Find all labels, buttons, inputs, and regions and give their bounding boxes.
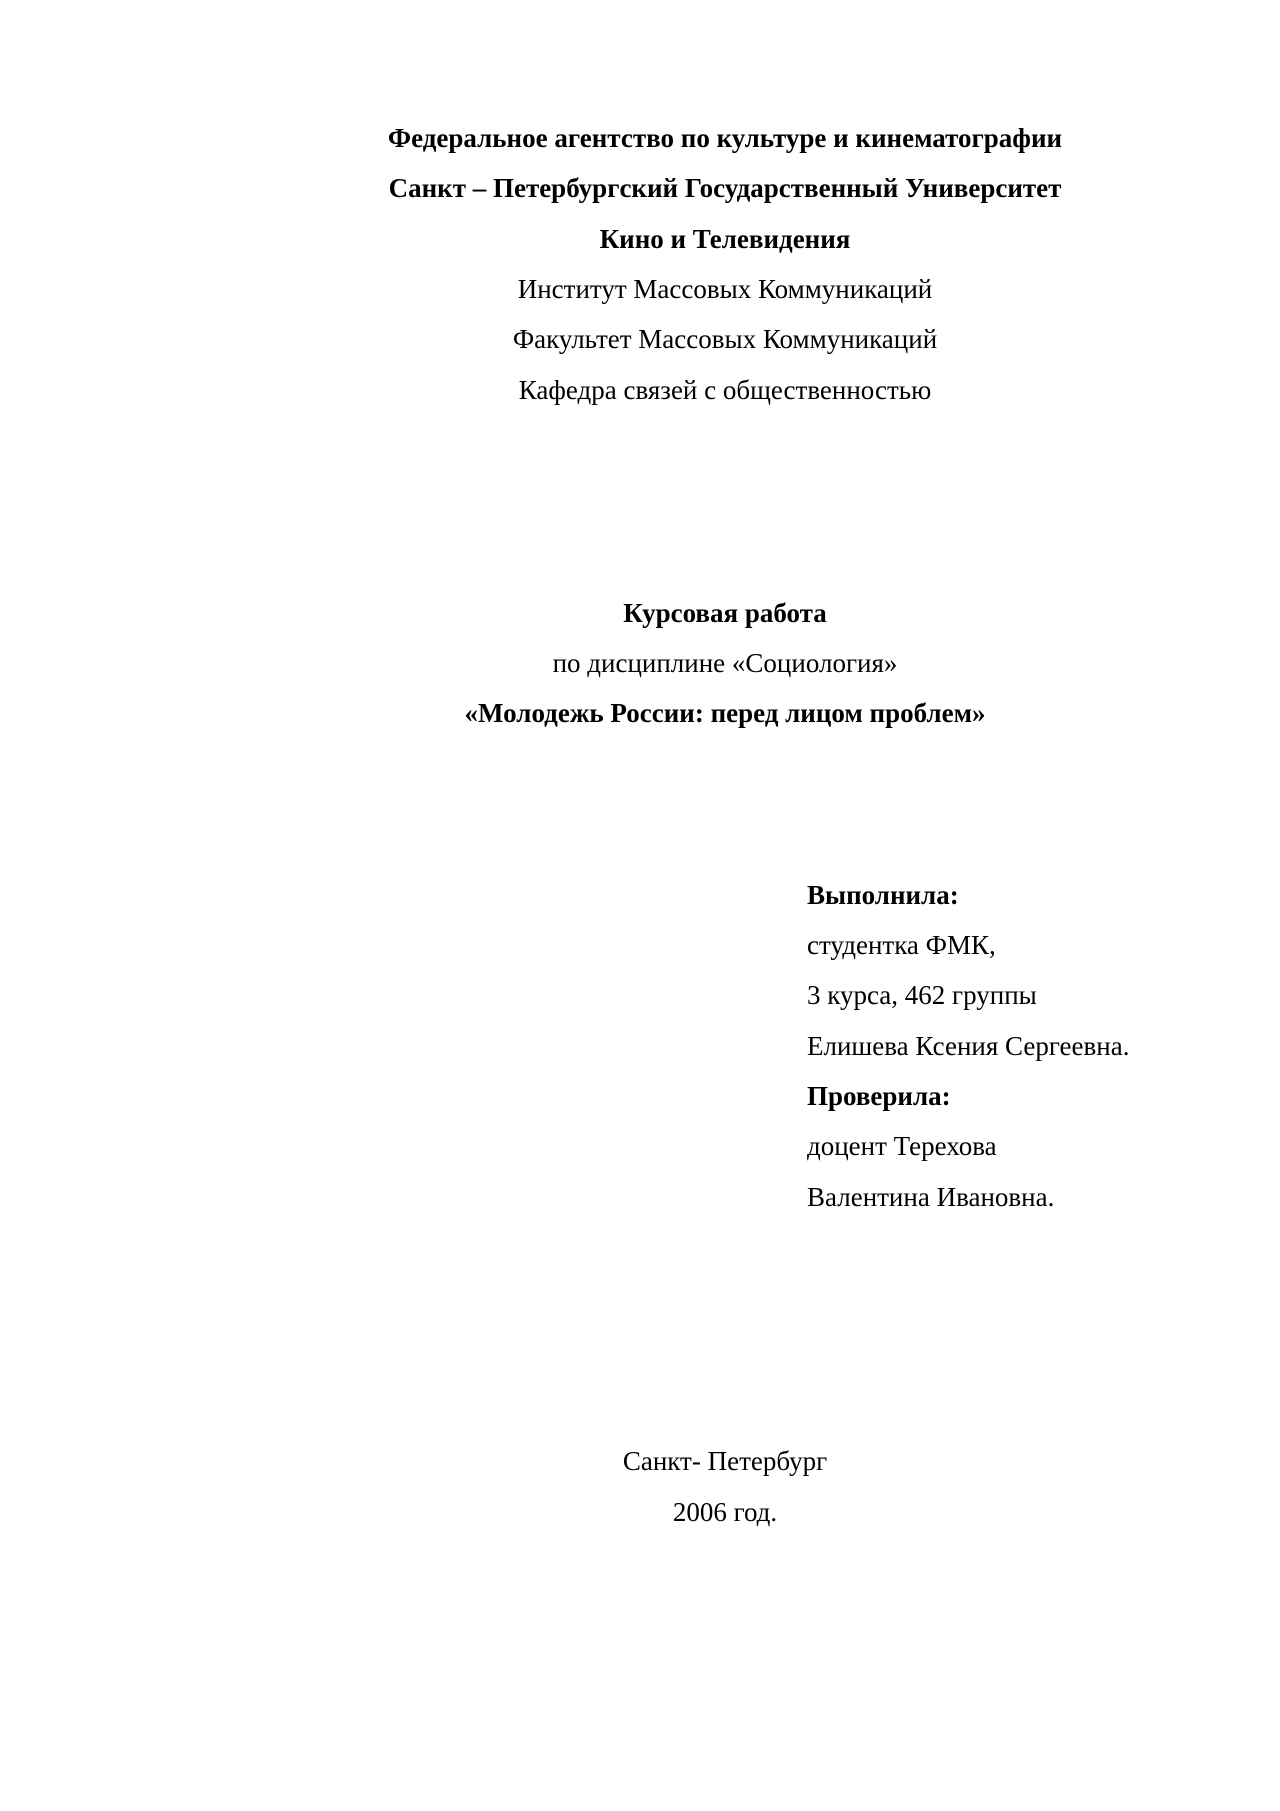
checker-line-1: доцент Терехова	[807, 1131, 997, 1161]
faculty-line: Факультет Массовых Коммуникаций	[512, 324, 938, 354]
university-line-2: Кино и Телевидения	[599, 224, 851, 254]
discipline-line: по дисциплине «Социология»	[552, 648, 898, 678]
year-line: 2006 год.	[672, 1497, 778, 1527]
student-line-2: 3 курса, 462 группы	[807, 980, 1037, 1010]
work-type-title: Курсовая работа	[623, 598, 827, 628]
checked-label: Проверила:	[807, 1081, 951, 1111]
university-line-1: Санкт – Петербургский Государственный Университет	[388, 173, 1062, 203]
institute-line: Институт Массовых Коммуникаций	[517, 274, 933, 304]
department-line: Кафедра связей с общественностью	[518, 375, 932, 405]
performed-label: Выполнила:	[807, 880, 959, 910]
student-line-1: студентка ФМК,	[807, 930, 996, 960]
agency-line: Федеральное агентство по культуре и кинематографии	[387, 123, 1063, 153]
student-name: Елишева Ксения Сергеевна.	[807, 1031, 1130, 1061]
city-line: Санкт- Петербург	[622, 1446, 828, 1476]
checker-line-2: Валентина Ивановна.	[807, 1182, 1055, 1212]
topic-title: «Молодежь России: перед лицом проблем»	[464, 698, 986, 728]
